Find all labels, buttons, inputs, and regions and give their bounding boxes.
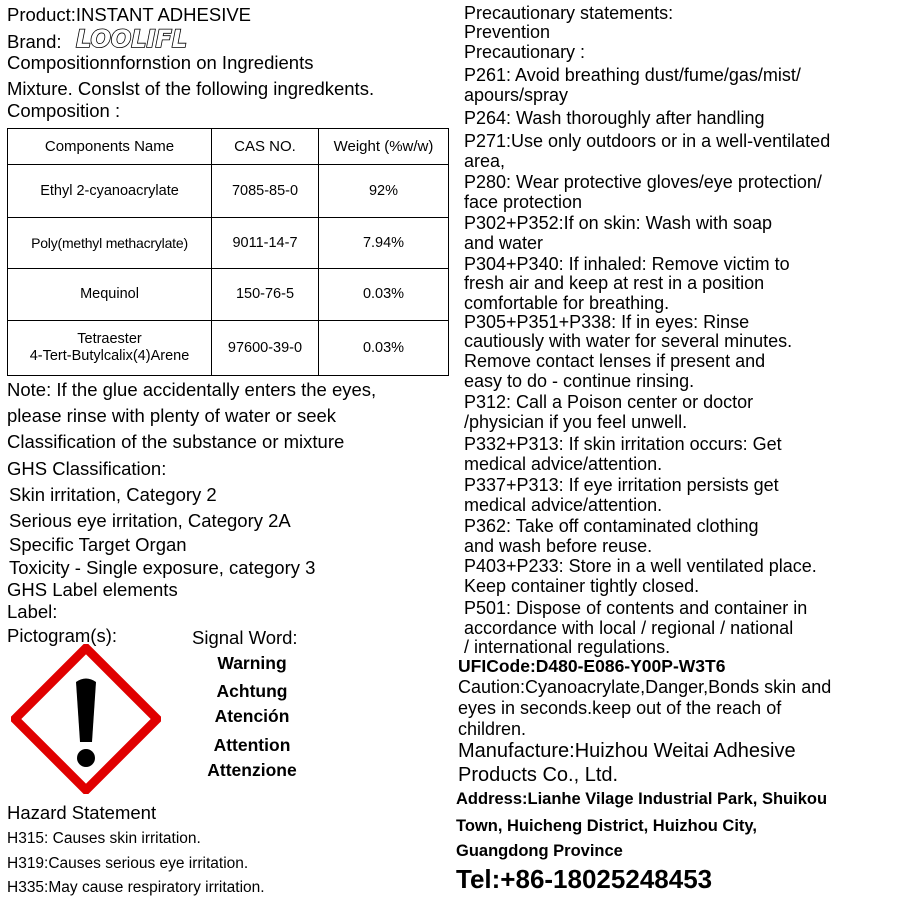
- precautionary-line: P261: Avoid breathing dust/fume/gas/mist/: [464, 65, 801, 85]
- precautionary-line: apours/spray: [464, 85, 569, 105]
- precautionary-line: Precautionary statements:: [464, 3, 674, 23]
- precautionary-line: P332+P313: If skin irritation occurs: Get: [464, 434, 782, 454]
- composition-table: [7, 128, 449, 376]
- component-name: [8, 321, 212, 376]
- composition-info: Compositionnfornstion on Ingredients: [7, 52, 314, 73]
- signal-word-label: Signal Word:: [192, 627, 298, 648]
- product-label: Product:: [7, 4, 76, 25]
- precautionary-line: P302+P352:If on skin: Wash with soap: [464, 213, 773, 233]
- precautionary-line: /physician if you feel unwell.: [464, 412, 688, 432]
- hazard-line: H319:Causes serious eye irritation.: [7, 855, 249, 872]
- precautionary-line: medical advice/attention.: [464, 454, 663, 474]
- precautionary-line: easy to do - continue rinsing.: [464, 371, 695, 391]
- table-header: CAS NO.: [212, 129, 319, 165]
- hazard-line: H335:May cause respiratory irritation.: [7, 879, 265, 896]
- precautionary-line: Prevention: [464, 22, 551, 42]
- signal-word: Attenzione: [207, 760, 297, 780]
- product-name: INSTANT ADHESIVE: [75, 4, 252, 25]
- table-row: [8, 269, 449, 321]
- precautionary-line: P305+P351+P338: If in eyes: Rinse: [464, 312, 750, 332]
- manufacture-line: Manufacture:Huizhou Weitai Adhesive: [458, 740, 796, 762]
- brand-label: Brand:: [7, 31, 62, 52]
- ghs-exclamation-icon: [11, 644, 161, 794]
- precautionary-line: Keep container tightly closed.: [464, 576, 700, 596]
- mixture-line: Mixture. Conslst of the following ingredkents.: [7, 78, 375, 99]
- precautionary-line: P304+P340: If inhaled: Remove victim to: [464, 254, 790, 274]
- label-title: Label:: [7, 601, 58, 622]
- product-line: [7, 6, 251, 25]
- precautionary-line: area,: [464, 151, 506, 171]
- note-line: Classification of the substance or mixture: [7, 431, 345, 452]
- precautionary-line: P501: Dispose of contents and container in: [464, 598, 808, 618]
- address-line: Address:Lianhe Vilage Industrial Park, Shuikou: [456, 790, 828, 808]
- ghs-line: Specific Target Organ: [9, 534, 187, 555]
- weight-percent: 0.03%: [319, 269, 449, 321]
- signal-word: Warning: [217, 653, 287, 673]
- ghs-classification-title: GHS Classification:: [7, 458, 167, 479]
- ghs-line: Toxicity - Single exposure, category 3: [9, 557, 316, 578]
- precautionary-line: P271:Use only outdoors or in a well-ventilated: [464, 131, 831, 151]
- pictogram-label: Pictogram(s):: [7, 625, 117, 646]
- table-header: Components Name: [8, 129, 212, 165]
- hazard-title: Hazard Statement: [7, 802, 157, 823]
- cas-number: 9011-14-7: [212, 218, 319, 269]
- table-row: [8, 218, 449, 269]
- ufi-code: UFICode:D480-E086-Y00P-W3T6: [458, 656, 726, 676]
- note-line: please rinse with plenty of water or seek: [7, 405, 337, 426]
- precautionary-line: / international regulations.: [464, 637, 671, 657]
- precautionary-line: P264: Wash thoroughly after handling: [464, 108, 765, 128]
- note-line: Note: If the glue accidentally enters the eyes,: [7, 379, 377, 400]
- component-name: Ethyl 2-cyanoacrylate: [8, 165, 212, 218]
- ghs-line: Serious eye irritation, Category 2A: [9, 510, 291, 531]
- table-row: [8, 165, 449, 218]
- precautionary-line: Precautionary :: [464, 42, 586, 62]
- precautionary-line: comfortable for breathing.: [464, 293, 670, 313]
- precautionary-line: P337+P313: If eye irritation persists get: [464, 475, 779, 495]
- table-header: Weight (%w/w): [319, 129, 449, 165]
- precautionary-line: P403+P233: Store in a well ventilated place.: [464, 556, 817, 576]
- manufacture-line: Products Co., Ltd.: [458, 764, 619, 786]
- table-row: [8, 321, 449, 376]
- component-name-line: Tetraester: [77, 331, 142, 348]
- weight-percent: 92%: [319, 165, 449, 218]
- tel-number: Tel:+86-18025248453: [456, 864, 713, 894]
- component-name: Poly(methyl methacrylate): [8, 218, 212, 269]
- cas-number: 7085-85-0: [212, 165, 319, 218]
- precautionary-line: P362: Take off contaminated clothing: [464, 516, 759, 536]
- precautionary-line: fresh air and keep at rest in a position: [464, 273, 765, 293]
- precautionary-line: P312: Call a Poison center or doctor: [464, 392, 754, 412]
- component-name-line: 4-Tert-Butylcalix(4)Arene: [29, 348, 190, 364]
- ghs-label-elements: GHS Label elements: [7, 579, 178, 600]
- signal-word: Attention: [213, 735, 291, 755]
- caution-line: Caution:Cyanoacrylate,Danger,Bonds skin and: [458, 677, 832, 697]
- address-line: Town, Huicheng District, Huizhou City,: [456, 817, 757, 835]
- weight-percent: 7.94%: [319, 218, 449, 269]
- precautionary-line: and water: [464, 233, 544, 253]
- address-line: Guangdong Province: [456, 842, 623, 860]
- cas-number: 97600-39-0: [212, 321, 319, 376]
- composition-label: Composition :: [7, 100, 121, 121]
- precautionary-line: medical advice/attention.: [464, 495, 663, 515]
- precautionary-line: Remove contact lenses if present and: [464, 351, 766, 371]
- precautionary-line: cautiously with water for several minutes.: [464, 331, 793, 351]
- brand-logo: LOOLIFL: [76, 25, 188, 53]
- cas-number: 150-76-5: [212, 269, 319, 321]
- precautionary-line: and wash before reuse.: [464, 536, 653, 556]
- hazard-line: H315: Causes skin irritation.: [7, 830, 201, 847]
- component-name: Mequinol: [8, 269, 212, 321]
- precautionary-line: P280: Wear protective gloves/eye protection/: [464, 172, 822, 192]
- precautionary-line: accordance with local / regional / national: [464, 618, 794, 638]
- precautionary-line: face protection: [464, 192, 583, 212]
- caution-line: children.: [458, 719, 527, 739]
- caution-line: eyes in seconds.keep out of the reach of: [458, 698, 782, 718]
- table-header-row: [8, 129, 449, 165]
- ghs-line: Skin irritation, Category 2: [9, 484, 217, 505]
- signal-word: Achtung: [216, 681, 288, 701]
- weight-percent: 0.03%: [319, 321, 449, 376]
- signal-word: Atención: [214, 706, 290, 726]
